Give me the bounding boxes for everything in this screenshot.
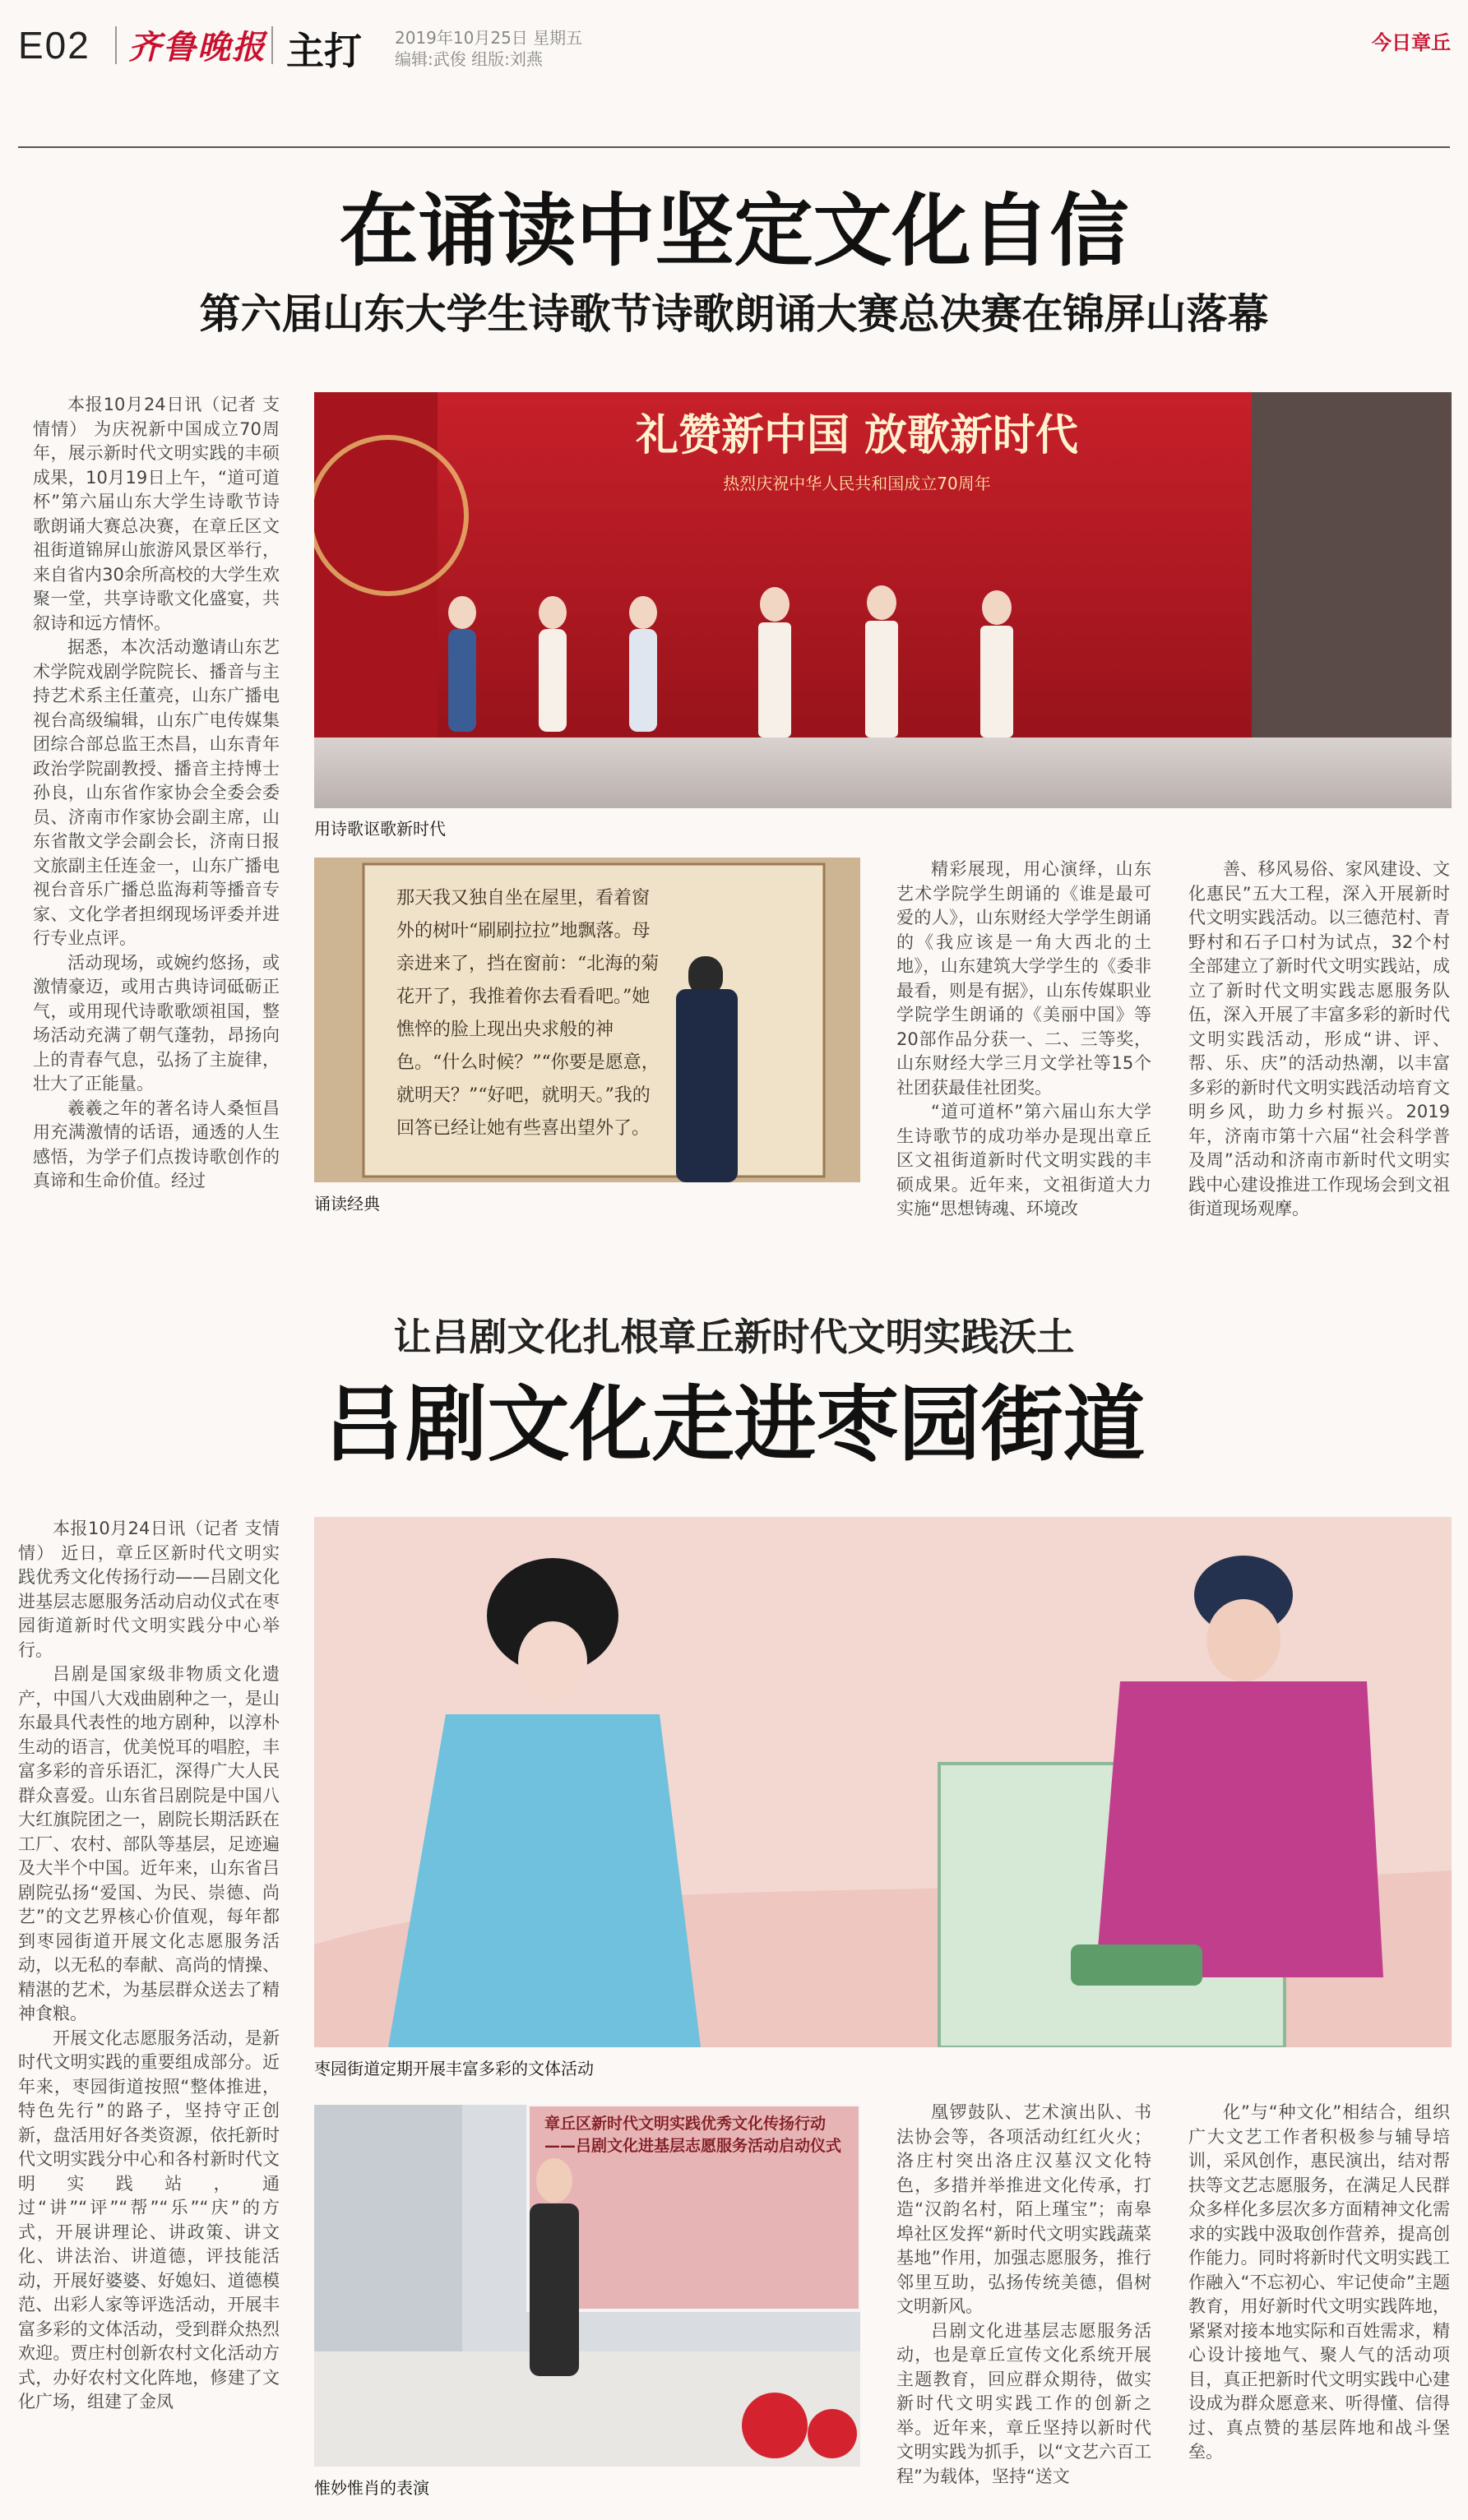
- photo2-caption: 诵读经典: [314, 1194, 380, 1214]
- newspaper-logo: 齐鲁晚报: [128, 28, 266, 67]
- issue-date: 2019年10月25日 星期五: [395, 28, 583, 48]
- photo4-caption: 惟妙惟肖的表演: [314, 2478, 429, 2498]
- paragraph: 羲羲之年的著名诗人桑恒昌用充满激情的话语，通透的人生感悟，为学子们点拨诗歌创作的真谛和生命价值。经过: [33, 1098, 280, 1191]
- performance-photo: [314, 2105, 860, 2467]
- section-focus: 今日章丘: [1372, 31, 1451, 54]
- header-divider: [115, 26, 117, 64]
- header-divider: [271, 26, 273, 64]
- paragraph: 本报10月24日讯（记者 支情情） 近日，章丘区新时代文明实践优秀文化传扬行动——吕剧文化进基层志愿服务活动启动仪式在枣园街道新时代文明实践分中心举行。: [18, 1519, 280, 1660]
- story1-column-2: [896, 858, 1151, 1223]
- story2-headline: 吕剧文化走进枣园街道: [322, 1376, 1146, 1473]
- paragraph: “道可道杯”第六届山东大学生诗歌节的成功举办是现出章丘区文祖街道新时代文明实践的丰硕成果。近年来，文祖街道大力实施“思想铸魂、环境改: [896, 1102, 1151, 1218]
- page-number: E02: [18, 24, 90, 67]
- paragraph: 凰锣鼓队、艺术演出队、书法协会等，各项活动红红火火；洛庄村突出洛庄汉墓汉文化特色，多措并举推进文化传承，打造“汉韵名村，陌上瑾宝”；南皋埠社区发挥“新时代文明实践蔬菜基地”作用，加强志愿服务，推行邻里互助，弘扬传统美德，倡树文明新风。: [896, 2102, 1151, 2316]
- paragraph: 善、移风易俗、家风建设、文化惠民”五大工程，深入开展新时代文明实践活动。以三德范村、青野村和石子口村为试点，32个村全部建立了新时代文明实践站，成立了新时代文明实践志愿服务队伍，深入开展了丰富多彩的新时代文明实践活动，形成“讲、评、帮、乐、庆”的活动热潮，以丰富多彩的新时代文明实践活动培育文明乡风，助力乡村振兴。2019年，济南市第十六届“社会科学普及周”活动和济南市新时代文明实践中心建设推进工作现场会到文祖街道现场观摩。: [1188, 859, 1450, 1218]
- banner-slogan: 礼赞新中国 放歌新时代: [635, 410, 1079, 460]
- banner-subtitle: 热烈庆祝中华人民共和国成立70周年: [723, 474, 991, 493]
- paragraph: 据悉，本次活动邀请山东艺术学院戏剧学院院长、播音与主持艺术系主任董亮，山东广播电视台高级编辑，山东广电传媒集团综合部总监王杰昌，山东青年政治学院副教授、播音主持博士孙良，山东省作家协会全委会委员、济南市作家协会副主席，山东省散文学会副会长，济南日报文旅副主任连金一，山东广播电视台音乐广播总监海莉等播音专家、文化学者担纲现场评委并进行专业点评。: [33, 637, 280, 948]
- paragraph: 精彩展现，用心演绎，山东艺术学院学生朗诵的《谁是最可爱的人》，山东财经大学学生朗诵的《我应该是一角大西北的土地》，山东建筑大学学生的《委非最看，则是有据》，山东传媒职业学院学生朗诵的《美丽中国》等20部作品分获一、二、三等奖，山东财经大学三月文学社等15个社团获最佳社团奖。: [896, 859, 1151, 1098]
- editor-credits: 编辑:武俊 组版:刘燕: [395, 49, 543, 69]
- header-rule: [18, 146, 1450, 148]
- backdrop-text: 章丘区新时代文明实践优秀文化传扬行动——吕剧文化进基层志愿服务活动启动仪式: [544, 2115, 842, 2155]
- lu-opera-photo: [314, 1517, 1452, 2047]
- story1-headline: 在诵读中坚定文化自信: [339, 185, 1129, 277]
- photo3-caption: 枣园街道定期开展丰富多彩的文体活动: [314, 2059, 594, 2078]
- reading-classics-photo: [314, 858, 860, 1182]
- paragraph: 活动现场，或婉约悠扬，或激情豪迈，或用古典诗词砥砺正气，或用现代诗歌歌颂祖国，整场活动充满了朝气蓬勃，昂扬向上的青春气息，弘扬了主旋律，壮大了正能量。: [33, 952, 280, 1094]
- section-name: 主打: [286, 29, 362, 73]
- story1-subheadline: 第六届山东大学生诗歌节诗歌朗诵大赛总决赛在锦屏山落幕: [199, 290, 1269, 338]
- screen-text: 那天我又独自坐在屋里，看着窗外的树叶“刷刷拉拉”地飘落。母亲进来了，挡在窗前：“北海的菊花开了，我推着你去看看吧。”她憔悴的脸上现出央求般的神色。“什么时候？”“你要是愿意，就明天？”“好吧，就明天。”我的回答已经让她有些喜出望外了。: [396, 888, 660, 1139]
- paragraph: 开展文化志愿服务活动，是新时代文明实践的重要组成部分。近年来，枣园街道按照“整体推进，特色先行”的路子，坚持守正创新，盘活用好各类资源，依托新时代文明实践分中心和各村新时代文明实践站，通过“讲”“评”“帮”“乐”“庆”的方式，开展讲理论、讲政策、讲文化、讲法治、讲道德，评技能活动，开展好婆婆、好媳妇、道德模范、出彩人家等评选活动，开展丰富多彩的文体活动，受到群众热烈欢迎。贾庄村创新农村文化活动方式，办好农村文化阵地，修建了文化广场，组建了金凤: [18, 2028, 280, 2411]
- story2-column-3: [1188, 2101, 1450, 2516]
- paragraph: 本报10月24日讯（记者 支情情） 为庆祝新中国成立70周年，展示新时代文明实践的丰硕成果，10月19日上午，“道可道杯”第六届山东大学生诗歌节诗歌朗诵大赛总决赛，在章丘区文祖街道锦屏山旅游风景区举行，来自省内30余所高校的大学生欢聚一堂，共享诗歌文化盛宴，共叙诗和远方情怀。: [33, 395, 280, 633]
- story1-column-3: [1188, 858, 1450, 1223]
- story1-column-1: [33, 393, 280, 1223]
- stage-performance-photo: [314, 392, 1452, 808]
- paragraph: 吕剧文化进基层志愿服务活动，也是章丘宣传文化系统开展主题教育，回应群众期待，做实新时代文明实践工作的创新之举。近年来，章丘坚持以新时代文明实践为抓手，以“文艺六百工程”为载体，坚持“送文: [896, 2320, 1151, 2486]
- story2-column-2: [896, 2101, 1151, 2516]
- story2-column-1: [18, 1517, 280, 2516]
- photo1-caption: 用诗歌讴歌新时代: [314, 819, 446, 839]
- paragraph: 吕剧是国家级非物质文化遗产，中国八大戏曲剧种之一，是山东最具代表性的地方剧种，以淳朴生动的语言，优美悦耳的唱腔，丰富多彩的音乐语汇，深得广大人民群众喜爱。山东省吕剧院是中国八大红旗院团之一，剧院长期活跃在工厂、农村、部队等基层，足迹遍及大半个中国。近年来，山东省吕剧院弘扬“爱国、为民、崇德、尚艺”的文艺界核心价值观，每年都到枣园街道开展文化志愿服务活动，以无私的奉献、高尚的情操、精湛的艺术，为基层群众送去了精神食粮。: [18, 1664, 280, 2023]
- story2-kicker: 让吕剧文化扎根章丘新时代文明实践沃土: [393, 1315, 1075, 1359]
- paragraph: 化”与“种文化”相结合，组织广大文艺工作者积极参与辅导培训，采风创作，惠民演出，结对帮扶等文艺志愿服务，在满足人民群众多样化多层次多方面精神文化需求的实践中汲取创作营养，提高创作能力。同时将新时代文明实践工作融入“不忘初心、牢记使命”主题教育，用好新时代文明实践阵地，紧紧对接本地实际和百姓需求，精心设计接地气、聚人气的活动项目，真正把新时代文明实践中心建设成为群众愿意来、听得懂、信得过、真点赞的基层阵地和战斗堡垒。: [1188, 2102, 1450, 2462]
